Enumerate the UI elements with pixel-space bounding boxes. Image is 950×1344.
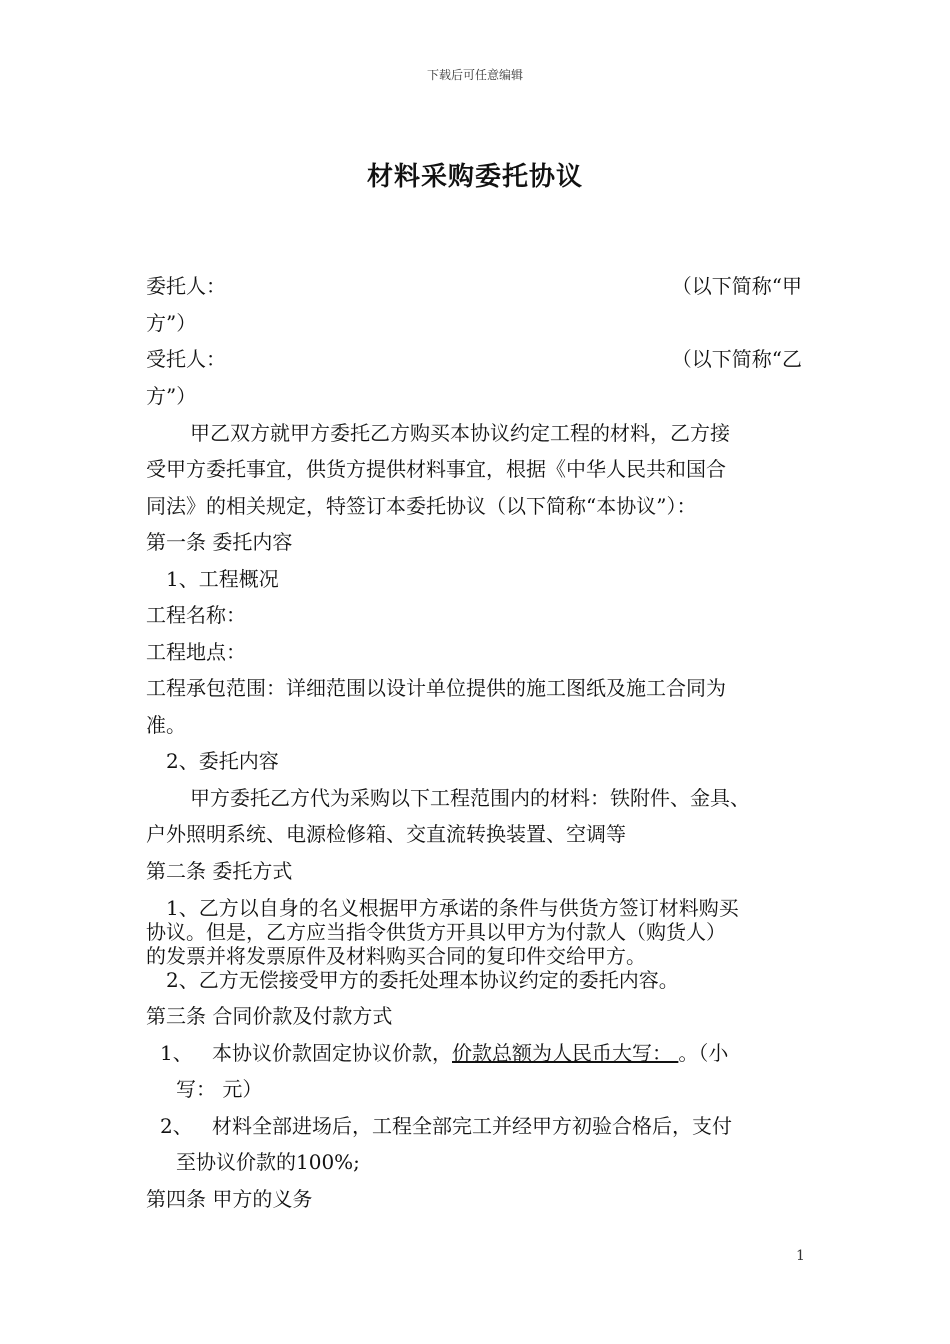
article3-item2-number: 2、 — [160, 1114, 193, 1138]
document-title: 材料采购委托协议 — [366, 162, 583, 192]
article3-item2: 材料全部进场后，工程全部完工并经甲方初验合格后，支付 — [212, 1114, 732, 1138]
project-scope: 工程承包范围：详细范围以设计单位提供的施工图纸及施工合同为 — [146, 676, 726, 700]
article3-item1-cont: 写： 元） — [176, 1077, 263, 1101]
header-note: 下载后可任意编辑 — [426, 68, 523, 82]
total-price-blank: 价款总额为人民币大写： — [452, 1041, 679, 1065]
article3-item1-tail: 。（小 — [678, 1041, 729, 1065]
article4-heading: 第四条 甲方的义务 — [146, 1187, 313, 1211]
article2-item1-line-2: 协议。但是，乙方应当指令供货方开具以甲方为付款人（购货人） — [146, 920, 726, 944]
preamble-line-2: 受甲方委托事宜，供货方提供材料事宜，根据《中华人民共和国合 — [146, 457, 726, 481]
project-scope-cont: 准。 — [146, 713, 186, 737]
article3-item2-cont: 至协议价款的100%; — [176, 1150, 360, 1174]
article1-sub2: 2、委托内容 — [166, 749, 279, 773]
client-alias-cont: 方”） — [146, 311, 197, 335]
article3-item1-text: 本协议价款固定协议价款， — [212, 1041, 452, 1065]
agent-label: 受托人： — [146, 347, 226, 371]
delegated-content: 甲方委托乙方代为采购以下工程范围内的材料：铁附件、金具、 — [190, 786, 750, 810]
article2-item1-line-1: 1、乙方以自身的名义根据甲方承诺的条件与供货方签订材料购买 — [166, 896, 739, 920]
preamble-line-1: 甲乙双方就甲方委托乙方购买本协议约定工程的材料，乙方接 — [190, 421, 730, 445]
article2-item2: 2、乙方无偿接受甲方的委托处理本协议约定的委托内容。 — [166, 968, 679, 992]
project-name: 工程名称： — [146, 603, 246, 627]
article3-heading: 第三条 合同价款及付款方式 — [146, 1004, 393, 1028]
article2-item1-line-3: 的发票并将发票原件及材料购买合同的复印件交给甲方。 — [146, 944, 646, 968]
project-location: 工程地点： — [146, 640, 246, 664]
article3-item1 — [212, 1041, 728, 1065]
article1-heading: 第一条 委托内容 — [146, 530, 293, 554]
agent-alias-cont: 方”） — [146, 384, 197, 408]
client-alias: （以下简称“甲 — [671, 274, 802, 298]
client-label: 委托人： — [146, 274, 226, 298]
preamble-line-3: 同法》的相关规定，特签订本委托协议（以下简称“本协议”）： — [146, 494, 697, 518]
article3-item1-number: 1、 — [160, 1041, 193, 1065]
agent-alias: （以下简称“乙 — [671, 347, 802, 371]
article1-sub1: 1、工程概况 — [166, 567, 279, 591]
article2-heading: 第二条 委托方式 — [146, 859, 293, 883]
page-number: 1 — [796, 1248, 805, 1264]
delegated-content-cont: 户外照明系统、电源检修箱、交直流转换装置、空调等 — [146, 822, 626, 846]
